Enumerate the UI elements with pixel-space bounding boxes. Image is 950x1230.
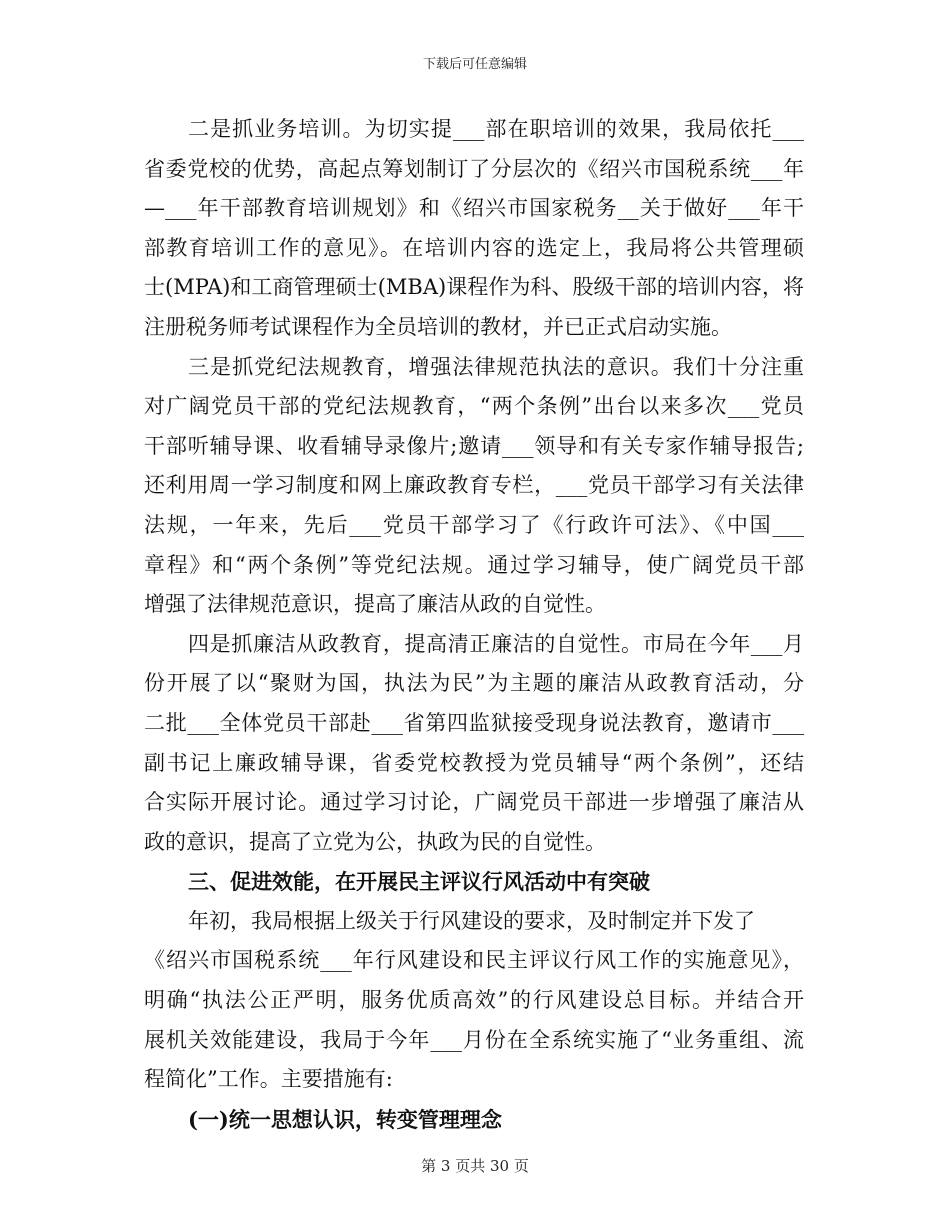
subsection-heading: (一)统一思想认识，转变管理理念 [188,1106,502,1132]
paragraph-line: —___年干部教育培训规划》和《绍兴市国家税务__关于做好___年干 [144,196,804,221]
page-header: 下载后可任意编辑 [422,57,527,72]
paragraph-line: 章程》和“两个条例”等党纪法规。通过学习辅导，使广阔党员干部 [144,552,804,577]
paragraph-line: 政的意识，提高了立党为公，执政为民的自觉性。 [144,829,606,854]
paragraph-line: 程简化”工作。主要措施有: [144,1067,393,1092]
paragraph-line: 士(MPA)和工商管理硕士(MBA)课程作为科、股级干部的培训内容，将 [144,275,804,300]
paragraph-line: 法规，一年来，先后___党员干部学习了《行政许可法》、《中国___ [144,512,804,537]
section-heading: 三、促进效能，在开展民主评议行风活动中有突破 [188,869,650,895]
paragraph-line: 增强了法律规范意识，提高了廉洁从政的自觉性。 [144,592,606,617]
paragraph-line: 部教育培训工作的意见》。在培训内容的选定上，我局将公共管理硕 [144,235,804,260]
paragraph-line: 合实际开展讨论。通过学习讨论，广阔党员干部进一步增强了廉洁从 [144,790,804,815]
document-body [144,110,804,1139]
paragraph-line: 三是抓党纪法规教育，增强法律规范执法的意识。我们十分注重 [188,354,804,379]
paragraph-line: 二是抓业务培训。为切实提___部在职培训的效果，我局依托___ [188,117,804,141]
paragraph-line: 份开展了以“聚财为国，执法为民”为主题的廉洁从政教育活动，分 [144,671,804,696]
paragraph-line: 省委党校的优势，高起点筹划制订了分层次的《绍兴市国税系统___年 [144,156,804,181]
paragraph-line: 四是抓廉洁从政教育，提高清正廉洁的自觉性。市局在今年___月 [188,631,804,656]
paragraph-line: 展机关效能建设，我局于今年___月份在全系统实施了“业务重组、流 [144,1027,804,1052]
paragraph-line: 对广阔党员干部的党纪法规教育，“两个条例”出台以来多次___党员 [144,394,804,419]
paragraph-line: 副书记上廉政辅导课，省委党校教授为党员辅导“两个条例”，还结 [144,750,804,775]
paragraph-line: 《绍兴市国税系统___年行风建设和民主评议行风工作的实施意见》， [144,948,804,973]
paragraph-line: 年初，我局根据上级关于行风建设的要求，及时制定并下发了 [188,908,755,933]
paragraph-line: 二批___全体党员干部赴___省第四监狱接受现身说法教育，邀请市___ [144,710,804,735]
page-footer: 第 3 页共 30 页 [421,1157,529,1175]
paragraph-line: 明确“执法公正严明，服务优质高效”的行风建设总目标。并结合开 [144,988,804,1013]
paragraph-line: 注册税务师考试课程作为全员培训的教材，并已正式启动实施。 [144,314,732,339]
paragraph-line: 还利用周一学习制度和网上廉政教育专栏，___党员干部学习有关法律 [144,473,804,498]
paragraph-line: 干部听辅导课、收看辅导录像片;邀请___领导和有关专家作辅导报告; [144,433,804,458]
